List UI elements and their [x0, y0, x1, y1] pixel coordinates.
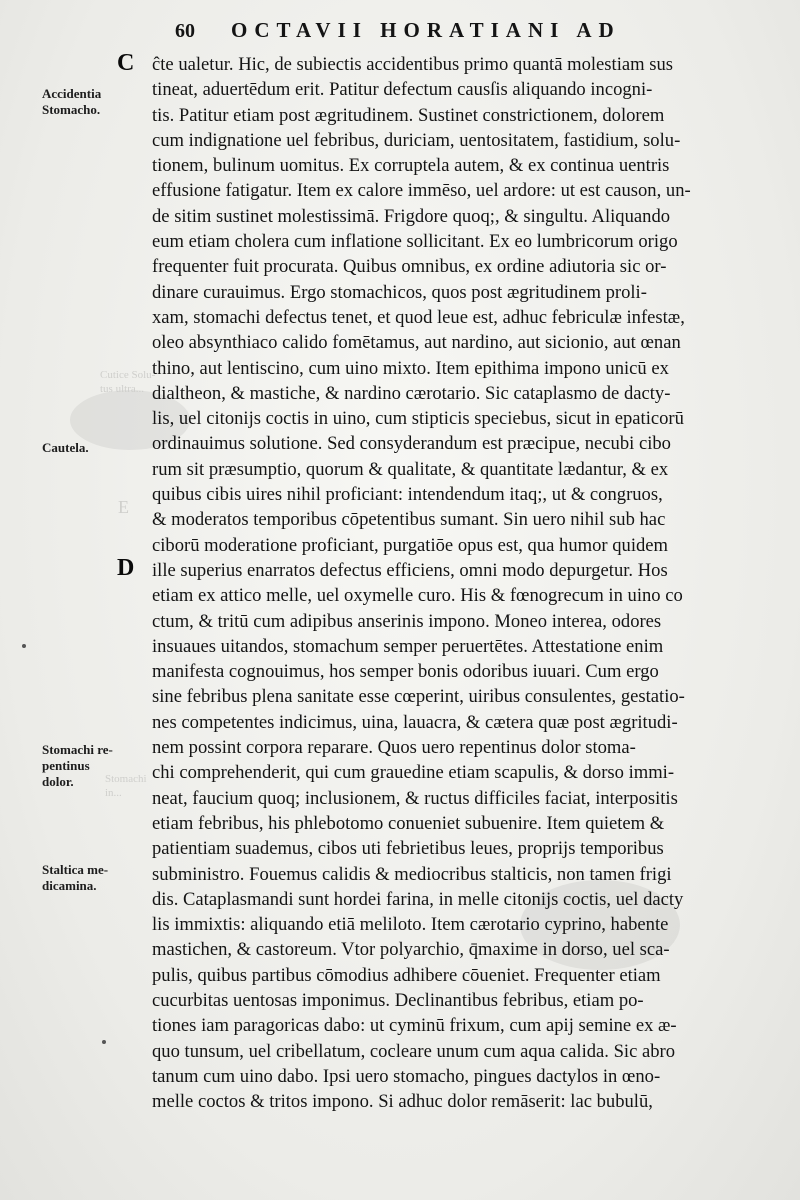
body-line: lis immixtis: aliquando etiā meliloto. Item cærotario cyprino, habente	[152, 914, 669, 936]
ink-speck	[102, 1040, 106, 1044]
body-line: ille superius enarratos defectus efficiens, omni modo depurgetur. Hos	[152, 559, 668, 581]
body-line: ciborū moderatione proficiant, purgatiōe opus est, qua humor quidem	[152, 534, 669, 556]
body-line: & moderatos temporibus cōpetentibus sumant. Sin uero nihil sub hac	[152, 509, 666, 531]
body-line: subministro. Fouemus calidis & mediocribus stalticis, non tamen frigi	[152, 863, 672, 885]
running-head: OCTAVII HORATIANI AD	[231, 18, 621, 42]
body-line: ĉte ualetur. Hic, de subiectis accidentibus primo quantā molestiam sus	[152, 54, 674, 75]
body-line: rum sit præsumptio, quorum & qualitate, & quantitate lædantur, & ex	[152, 458, 669, 480]
body-line: de sitim sustinet molestissimā. Frigdore quoq;, & singultu. Aliquando	[152, 205, 671, 227]
body-line: quo tunsum, uel cribellatum, cocleare unum cum aqua calida. Sic abro	[152, 1040, 676, 1062]
body-line: pulis, quibus partibus cōmodius adhibere cōueniet. Frequenter etiam	[152, 964, 661, 986]
body-line: thino, aut lentiscino, cum uino mixto. Item epithima impono unicū ex	[152, 357, 669, 379]
margin-note-stomachi-dolor: Stomachi re- pentinus dolor.	[42, 742, 113, 789]
body-line: xam, stomachi defectus tenet, et quod leue est, adhuc febriculæ infestæ,	[152, 306, 685, 328]
body-line: ctum, & tritū cum adipibus anserinis impono. Moneo interea, odores	[152, 610, 662, 632]
body-line-list	[152, 52, 792, 1114]
body-line: sine febribus plena sanitate esse cœperint, uiribus consulentes, gestatio-	[152, 686, 685, 708]
body-line: tiones iam paragoricas dabo: ut cyminū frixum, cum apij semine ex æ-	[152, 1015, 677, 1037]
body-line: tineat, aduertēdum erit. Patitur defectum causſis aliquando incogni-	[152, 79, 653, 101]
body-line: cucurbitas uentosas imponimus. Declinantibus febribus, etiam po-	[152, 989, 644, 1011]
body-line: etiam febribus, his phlebotomo conueniet subuenire. Item quietem &	[152, 812, 665, 834]
body-line: mastichen, & castoreum. Vtor polyarchio, q̄maxime in dorso, uel sca-	[152, 939, 670, 961]
body-line: lis, uel citonijs coctis in uino, cum stipticis speciebus, sicut in epaticorū	[152, 408, 684, 430]
body-line: eum etiam cholera cum inflatione sollicitant. Ex eo lumbricorum origo	[152, 231, 678, 253]
body-line: ordinauimus solutione. Sed consyderandum est præcipue, necubi cibo	[152, 433, 671, 455]
body-line: frequenter fuit procurata. Quibus omnibus, ex ordine adiutoria sic or-	[152, 256, 667, 278]
body-line: tanum cum uino dabo. Ipsi uero stomacho, pingues dactylos in œno-	[152, 1065, 661, 1087]
margin-note-accidentia: Accidentia Stomacho.	[42, 86, 102, 117]
margin-note-cautela: Cautela.	[42, 440, 89, 455]
body-line: nes competentes indicimus, uina, lauacra, & cætera quæ post ægritudi-	[152, 711, 678, 733]
body-line: dis. Cataplasmandi sunt hordei farina, in melle citonijs coctis, uel dacty	[152, 888, 684, 910]
body-line: dinare curauimus. Ergo stomachicos, quos post ægritudinem proli-	[152, 281, 647, 303]
body-line: cum indignatione uel febribus, duriciam, uentositatem, fastidium, solu-	[152, 129, 681, 151]
body-line: insuaues uitandos, stomachum semper peruertētes. Attestatione enim	[152, 635, 664, 657]
page-header	[175, 18, 735, 43]
body-line: nem possint corpora reparare. Quos uero repentinus dolor stoma-	[152, 737, 636, 759]
body-line: oleo absynthiaco calido fomētamus, aut nardino, aut sicionio, aut œnan	[152, 332, 681, 354]
body-text	[152, 52, 792, 1114]
folio-number: 60	[175, 20, 195, 42]
body-line: tionem, bulinum uomitus. Ex corruptela autem, & ex continua uentris	[152, 155, 670, 177]
body-line: chi comprehenderit, qui cum grauedine etiam scapulis, & dorso immi-	[152, 762, 675, 784]
body-line: neat, faucium quoq; inclusionem, & ructus difficiles faciat, interpositis	[152, 787, 678, 809]
body-line: melle coctos & tritos impono. Si adhuc dolor remāserit: lac bubulū,	[152, 1091, 653, 1113]
ink-speck	[22, 644, 26, 648]
body-line: quibus cibis uires nihil proficiant: intendendum itaq;, ut & congruos,	[152, 484, 663, 506]
section-letter-c: C	[117, 50, 135, 76]
body-line: tis. Patitur etiam post ægritudinem. Sustinet constrictionem, dolorem	[152, 104, 665, 126]
body-line: effusione fatigatur. Item ex calore immēso, uel ardore: ut est causon, un-	[152, 180, 691, 202]
body-line: dialtheon, & mastiche, & nardino cærotario. Sic cataplasmo de dacty-	[152, 382, 671, 404]
body-line: manifesta cognouimus, hos semper bonis odoribus iuuari. Cum ergo	[152, 661, 659, 683]
show-through-letter: E	[118, 497, 129, 517]
body-line: patientiam suademus, cibos uti febrietibus leues, proprijs temporibus	[152, 838, 664, 860]
body-line: etiam ex attico melle, uel oxymelle curo. His & fœnogrecum in uino co	[152, 585, 683, 607]
show-through-note: Stomachi in...	[105, 773, 147, 799]
show-through-note: Cutice Solu- tus ultra...	[100, 369, 156, 395]
section-letter-d: D	[117, 555, 135, 581]
margin-note-staltica: Staltica me- dicamina.	[42, 862, 109, 893]
